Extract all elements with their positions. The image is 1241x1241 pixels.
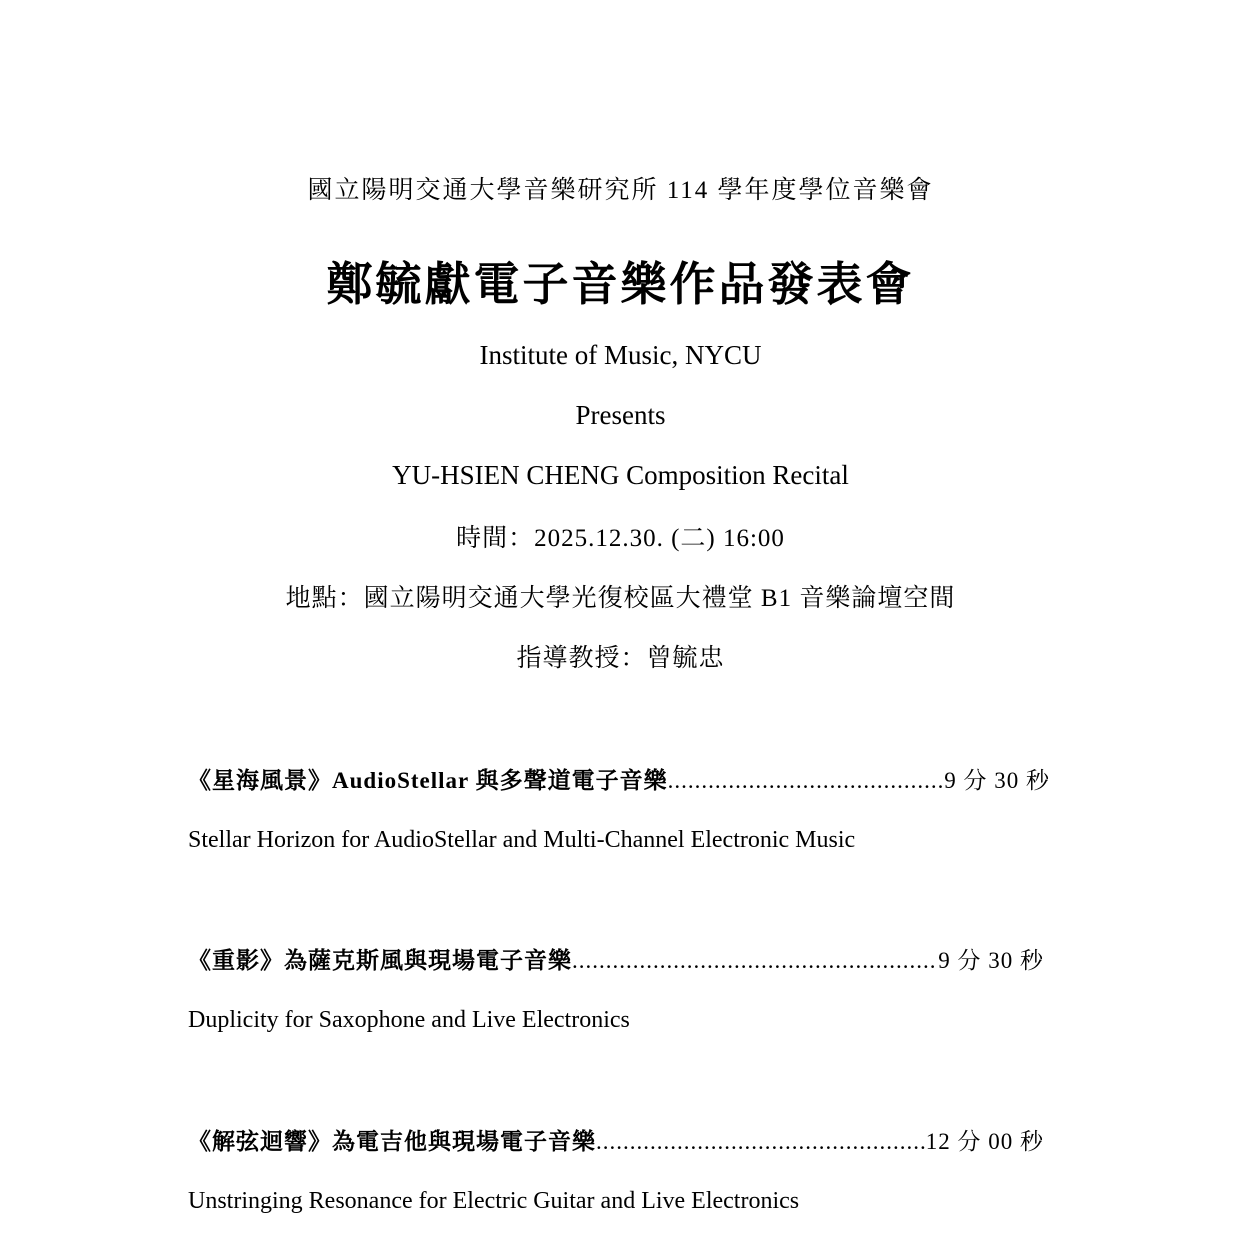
piece-title-en: Unstringing Resonance for Electric Guitar and Live Electronics xyxy=(188,1188,800,1214)
piece-duration: 9 分 30 秒 xyxy=(944,768,1050,793)
program-item-header xyxy=(188,762,1050,795)
recital-venue: 地點：國立陽明交通大學光復校區大禮堂 B1 音樂論壇空間 xyxy=(285,585,956,612)
recital-time: 時間：2025.12.30. (二) 16:00 xyxy=(456,525,785,552)
presents-text: Presents xyxy=(575,400,666,430)
piece-duration: 12 分 00 秒 xyxy=(925,1129,1044,1154)
program-item-header xyxy=(188,942,1044,975)
dot-leader xyxy=(668,768,945,794)
institute-subtitle-zh: 國立陽明交通大學音樂研究所 114 學年度學位音樂會 xyxy=(307,177,934,204)
program-item xyxy=(188,1123,1044,1215)
piece-title-zh: 《解弦迴響》為電吉他與現場電子音樂 xyxy=(188,1129,596,1154)
piece-duration: 9 分 30 秒 xyxy=(938,948,1044,973)
recital-title-en: YU-HSIEN CHENG Composition Recital xyxy=(392,460,849,490)
piece-title-en: Stellar Horizon for AudioStellar and Multi-Channel Electronic Music xyxy=(188,827,856,853)
piece-title-en: Duplicity for Saxophone and Live Electronics xyxy=(188,1007,630,1033)
dot-leader xyxy=(572,948,938,974)
program-item-header xyxy=(188,1123,1044,1156)
advisor: 指導教授：曾毓忠 xyxy=(516,645,725,672)
recital-title-zh: 鄭毓獻電子音樂作品發表會 xyxy=(326,259,915,310)
program-item xyxy=(188,762,1050,854)
institute-name-en: Institute of Music, NYCU xyxy=(479,340,762,370)
piece-title-zh: 《重影》為薩克斯風與現場電子音樂 xyxy=(188,948,572,973)
program-item xyxy=(188,942,1044,1034)
dot-leader xyxy=(596,1129,926,1155)
piece-title-zh: 《星海風景》AudioStellar 與多聲道電子音樂 xyxy=(188,768,668,793)
